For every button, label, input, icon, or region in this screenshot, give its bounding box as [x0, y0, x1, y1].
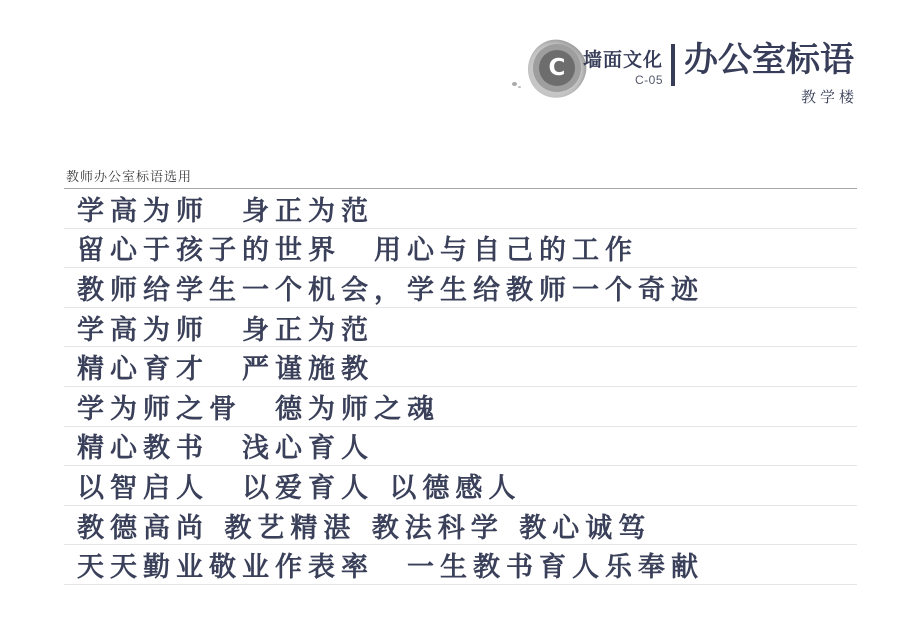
title-block — [684, 42, 860, 107]
slogan-text: 学高为师 身正为范 — [77, 195, 374, 227]
slogan-text: 以智启人 以爱育人 以德感人 — [77, 472, 522, 504]
logo-splatter-dot-small — [518, 86, 521, 88]
slogan-row — [64, 268, 857, 308]
slogan-text: 教德高尚 教艺精湛 教法科学 教心诚笃 — [77, 512, 652, 544]
brand-logo-icon — [528, 40, 586, 98]
page-subtitle: 教学楼 — [800, 89, 858, 107]
slogan-text: 精心育才 严谨施教 — [77, 354, 374, 386]
slogan-row — [64, 506, 857, 546]
slogan-text: 精心教书 浅心育人 — [77, 433, 374, 465]
page-title: 办公室标语 — [684, 41, 854, 79]
brand-name: 墙面文化 — [582, 50, 663, 71]
slogan-row — [64, 308, 857, 348]
slogan-row — [64, 466, 857, 506]
slogan-text: 教师给学生一个机会，学生给教师一个奇迹 — [77, 274, 704, 306]
slogan-rows-container — [64, 189, 857, 585]
slogan-row — [64, 387, 857, 427]
header-divider — [671, 44, 675, 86]
slogan-row — [64, 229, 857, 269]
slogan-text: 学高为师 身正为范 — [77, 314, 374, 346]
logo-core — [539, 50, 575, 86]
slogan-text: 天天勤业敬业作表率 一生教书育人乐奉献 — [77, 552, 704, 584]
slogan-row — [64, 189, 857, 229]
slogan-row — [64, 545, 857, 585]
list-label: 教师办公室标语选用 — [64, 166, 857, 189]
slogan-list — [64, 166, 857, 585]
slogan-text: 学为师之骨 德为师之魂 — [77, 393, 440, 425]
slogan-text: 留心于孩子的世界 用心与自己的工作 — [77, 235, 638, 267]
brand-block — [583, 45, 663, 87]
catalog-code: C-05 — [634, 73, 663, 87]
slogan-row — [64, 347, 857, 387]
logo-letter: C — [548, 54, 566, 81]
logo-splatter-dot — [512, 82, 517, 86]
slogan-row — [64, 427, 857, 467]
